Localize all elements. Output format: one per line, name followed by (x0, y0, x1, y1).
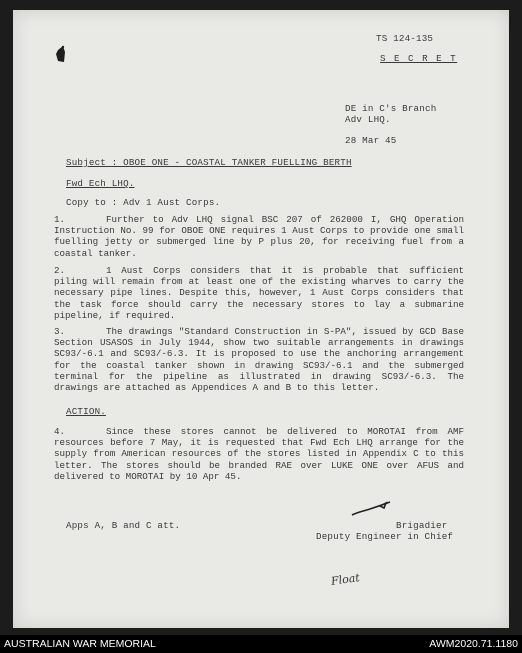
archive-footer (0, 635, 522, 653)
paragraph-4 (54, 426, 464, 482)
document-reference: TS 124-135 (376, 33, 434, 44)
footer-institution: AUSTRALIAN WAR MEMORIAL (4, 638, 156, 650)
punch-hole-mark (55, 44, 66, 64)
paragraph-text: The drawings "Standard Construction in S-PA", issued by GCD Base Section USASOS in July 1944, show two suitable arrangements in drawings SC93/-6.1 and SC93/-6.3. It is proposed to use the anchoring arrangement for the coastal tanker shown in drawing SC93/-6.1 and the submerged terminal for the pipeline as illustrated in drawing SC93/-6.3. The drawings are attached as Appendices A and B to this letter. (54, 326, 464, 394)
handwritten-annotation: Float (330, 571, 361, 588)
paragraph-number: 1. (54, 214, 66, 225)
signature-rank: Brigadier (396, 520, 448, 531)
paragraph-number: 2. (54, 265, 66, 276)
action-heading: ACTION. (66, 406, 106, 417)
footer-accession-number: AWM2020.71.1180 (429, 638, 518, 650)
subject-line: Subject : OBOE ONE - COASTAL TANKER FUELLING BERTH (66, 157, 352, 168)
paragraph-number: 4. (54, 426, 66, 437)
copy-to-line: Copy to : Adv 1 Aust Corps. (66, 197, 221, 208)
classification-stamp: S E C R E T (380, 53, 458, 64)
paragraph-text: 1 Aust Corps considers that it is probable that sufficient piling will remain from at least one of the existing wharves to carry the necessary pipe lines. Despite this, however, 1 Aust Corps considers that the task force should carry the necessary stores to lay a submarine pipeline, if required. (54, 265, 464, 321)
paragraph-3 (54, 326, 464, 393)
branch-line-1: DE in C's Branch (345, 103, 437, 114)
signature-title: Deputy Engineer in Chief (316, 531, 454, 542)
paragraph-number: 3. (54, 326, 66, 337)
branch-line-2: Adv LHQ. (345, 114, 391, 125)
document-date: 28 Mar 45 (345, 135, 397, 146)
paragraph-2 (54, 265, 464, 321)
paragraph-text: Further to Adv LHQ signal BSC 207 of 262000 I, GHQ Operation Instruction No. 99 for OBOE ONE requires 1 Aust Corps to provide one small fuelling jetty or submerged line by P plus 20, for receiving fuel from a coastal tanker. (54, 214, 464, 259)
paragraph-text: Since these stores cannot be delivered to MOROTAI from AMF resources before 7 May, it is requested that Fwd Ech LHQ arrange for the supply from American resources of the stores listed in Appendix C to this letter. The stores should be branded RAE over LUKE ONE over AFUS and delivered to MOROTAI by 10 Apr 45. (54, 426, 464, 482)
handwritten-signature (350, 500, 394, 518)
addressee: Fwd Ech LHQ. (66, 178, 135, 189)
paragraph-1 (54, 214, 464, 259)
enclosures-note: Apps A, B and C att. (66, 520, 181, 531)
